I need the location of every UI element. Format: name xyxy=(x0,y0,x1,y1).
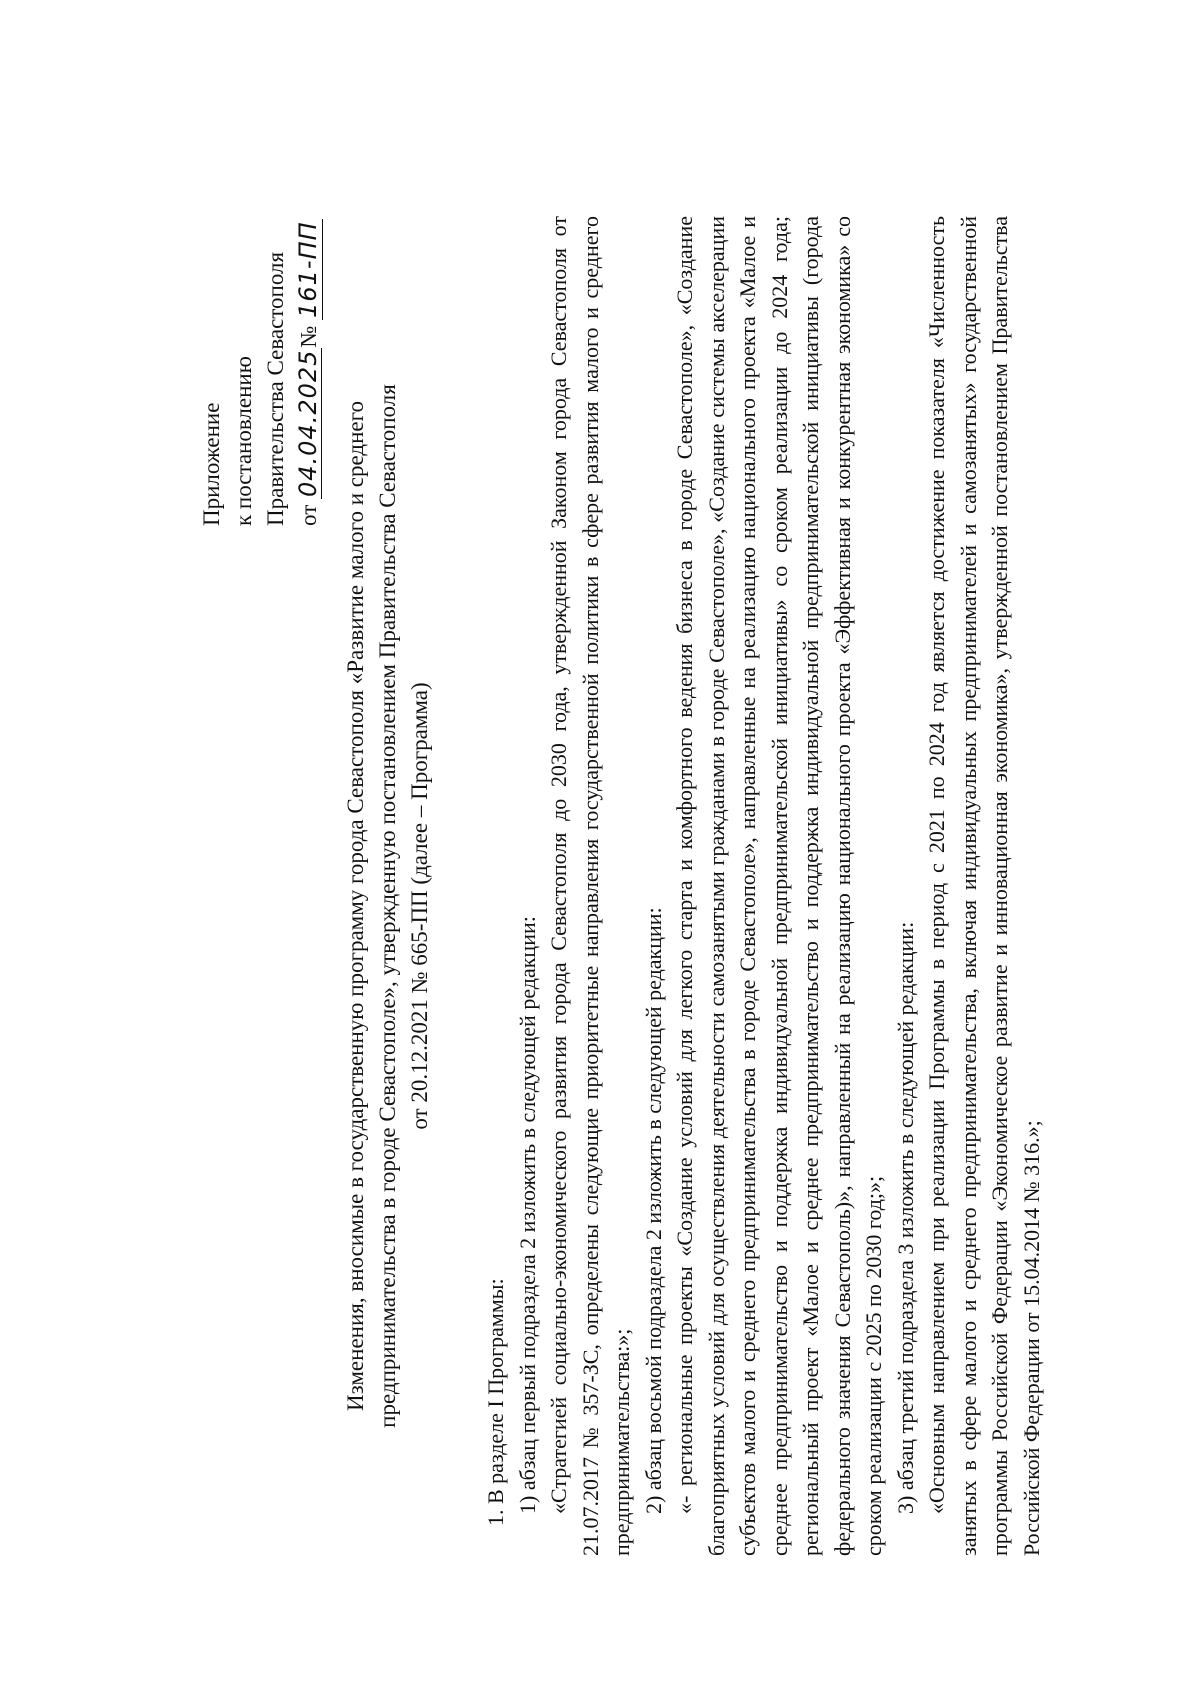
title-line-3: от 20.12.2021 № 665-ПП (далее – Программа) xyxy=(407,682,432,1130)
date-prefix: от xyxy=(296,504,321,526)
section-heading: 1. В разделе I Программы: xyxy=(483,1278,508,1526)
document-title xyxy=(340,316,436,1496)
item-1-heading: 1) абзац первый подраздела 2 изложить в следующей редакции: xyxy=(514,916,540,1514)
item-2-heading: 2) абзац восьмой подраздела 2 изложить в следующей редакции: xyxy=(640,907,666,1514)
handwritten-number: 161-ПП xyxy=(294,221,322,318)
appendix-date-number xyxy=(292,219,325,526)
number-prefix: № xyxy=(296,325,321,348)
title-line-1: Изменения, вносимые в государственную программу города Севастополя «Развитие малого и среднего xyxy=(343,401,368,1411)
appendix-title: Приложение xyxy=(199,402,224,526)
title-line-2: предпринимательства в городе Севастополе», утвержденную постановлением Правительства Севастополя xyxy=(375,384,400,1428)
appendix-government: Правительства Севастополя xyxy=(263,251,288,526)
item-1-text: «Стратегией социально-экономического развития города Севастополя до 2030 года, утвержденной Законом города Севастополя от 21.07.2017 № 357-ЗС, определены следующие приоритетные направления государственной политики в сфере развития малого и среднего предпринимательства:»; xyxy=(546,216,634,1556)
appendix-header xyxy=(196,219,325,526)
document-body xyxy=(480,216,1047,1556)
item-3-heading: 3) абзац третий подраздела 3 изложить в следующей редакции: xyxy=(892,921,918,1514)
date-field xyxy=(296,348,322,499)
item-2-text: «- региональные проекты «Создание условий для легкого старта и комфортного ведения бизнеса в городе Севастополе», «Создание благоприятных условий для осуществления деятельности самозанятыми гражданами в городе Севастополе», «Создание системы акселерации субъектов малого и среднего предпринимательства в городе Севастополе», направленные на реализацию национального проекта «Малое и среднее предпринимательство и поддержка индивидуальной предпринимательской инициативы» со сроком реализации до 2024 года; региональный проект «Малое и среднее предпринимательство и поддержка индивидуальной предпринимательской инициативы (города федерального значения Севастополь)», направленный на реализацию национального проекта «Эффективная и конкурентная экономика» со сроком реализации с 2025 по 2030 год;»; xyxy=(672,216,886,1556)
appendix-resolution: к постановлению xyxy=(231,356,256,526)
handwritten-date: 04.04.2025 xyxy=(294,349,322,497)
item-3-text: «Основным направлением при реализации Программы в период с 2021 по 2024 год является достижение показателя «Численность занятых в сфере малого и среднего предпринимательства, включая индивидуальных предпринимателей и самозанятых» государственной программы Российской Федерации «Экономическое развитие и инновационная экономика», утвержденной постановлением Правительства Российской Федерации от 15.04.2014 № 316.»; xyxy=(924,216,1044,1556)
